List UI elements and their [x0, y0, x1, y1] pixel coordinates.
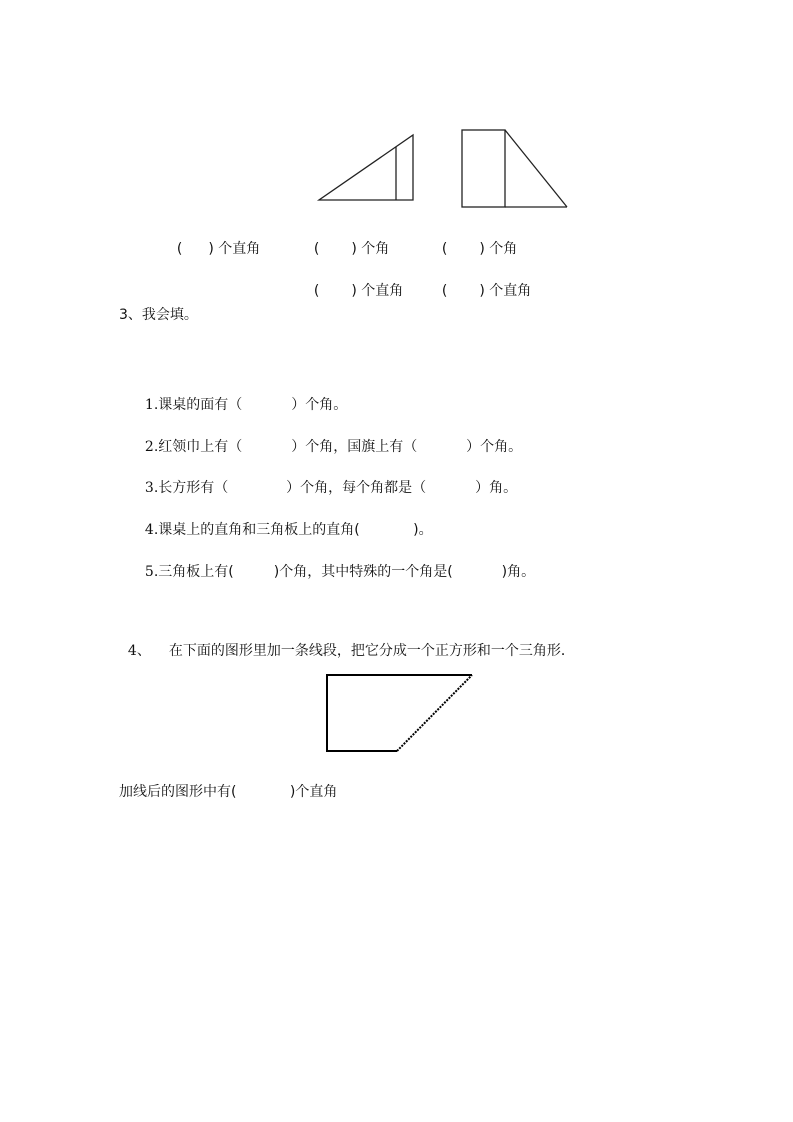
item-number: 3. [144, 480, 159, 496]
rectangle-with-triangle [462, 130, 567, 207]
label-figure-1 [168, 222, 260, 258]
label-suffix: 个角 [489, 241, 518, 257]
fill-item-2 [136, 420, 522, 456]
item-text: 红领巾上有（ ）个角，国旗上有（ ）个角。 [158, 439, 523, 455]
label-suffix: 个角 [361, 241, 390, 257]
label-suffix: 个直角 [361, 283, 404, 299]
open-paren: ( [441, 283, 448, 299]
close-paren: ) [351, 283, 357, 299]
open-paren: ( [313, 283, 320, 299]
close-paren: ) [208, 241, 214, 257]
section-3-title: 3、我会填。 [119, 307, 198, 323]
open-paren: ( [441, 241, 448, 257]
section-4-heading [119, 624, 575, 660]
fill-item-1 [136, 378, 347, 414]
section-number: 4、 [127, 643, 151, 659]
fill-item-4 [136, 503, 433, 539]
close-paren: ) [351, 241, 357, 257]
item-text: 三角板上有( )个角，其中特殊的一个角是( )角。 [158, 564, 536, 580]
open-paren: ( [313, 241, 320, 257]
section-4-title: 在下面的图形里加一条线段，把它分成一个正方形和一个三角形． [168, 643, 575, 659]
label-figure-3 [433, 222, 517, 258]
close-paren: ) [479, 241, 485, 257]
item-text: 课桌上的直角和三角板上的直角( )。 [158, 522, 433, 538]
item-text: 长方形有（ ）个角，每个角都是（ ）角。 [158, 480, 518, 496]
item-number: 5. [144, 564, 159, 580]
triangle-with-segment [319, 135, 413, 200]
item-number: 1. [144, 397, 159, 413]
trapezoid-figure [327, 675, 472, 751]
label-figure-5 [433, 264, 531, 300]
fill-item-3 [136, 461, 517, 497]
item-text: 课桌的面有（ ）个角。 [158, 397, 348, 413]
label-suffix: 个直角 [489, 283, 532, 299]
fill-item-5 [136, 545, 535, 581]
label-suffix: 个直角 [218, 241, 261, 257]
label-figure-2 [305, 222, 389, 258]
open-paren: ( [176, 241, 183, 257]
item-number: 2. [144, 439, 159, 455]
label-figure-4 [305, 264, 403, 300]
close-paren: ) [479, 283, 485, 299]
item-number: 4. [144, 522, 159, 538]
section-4-answer-line: 加线后的图形中有( )个直角 [119, 784, 338, 800]
